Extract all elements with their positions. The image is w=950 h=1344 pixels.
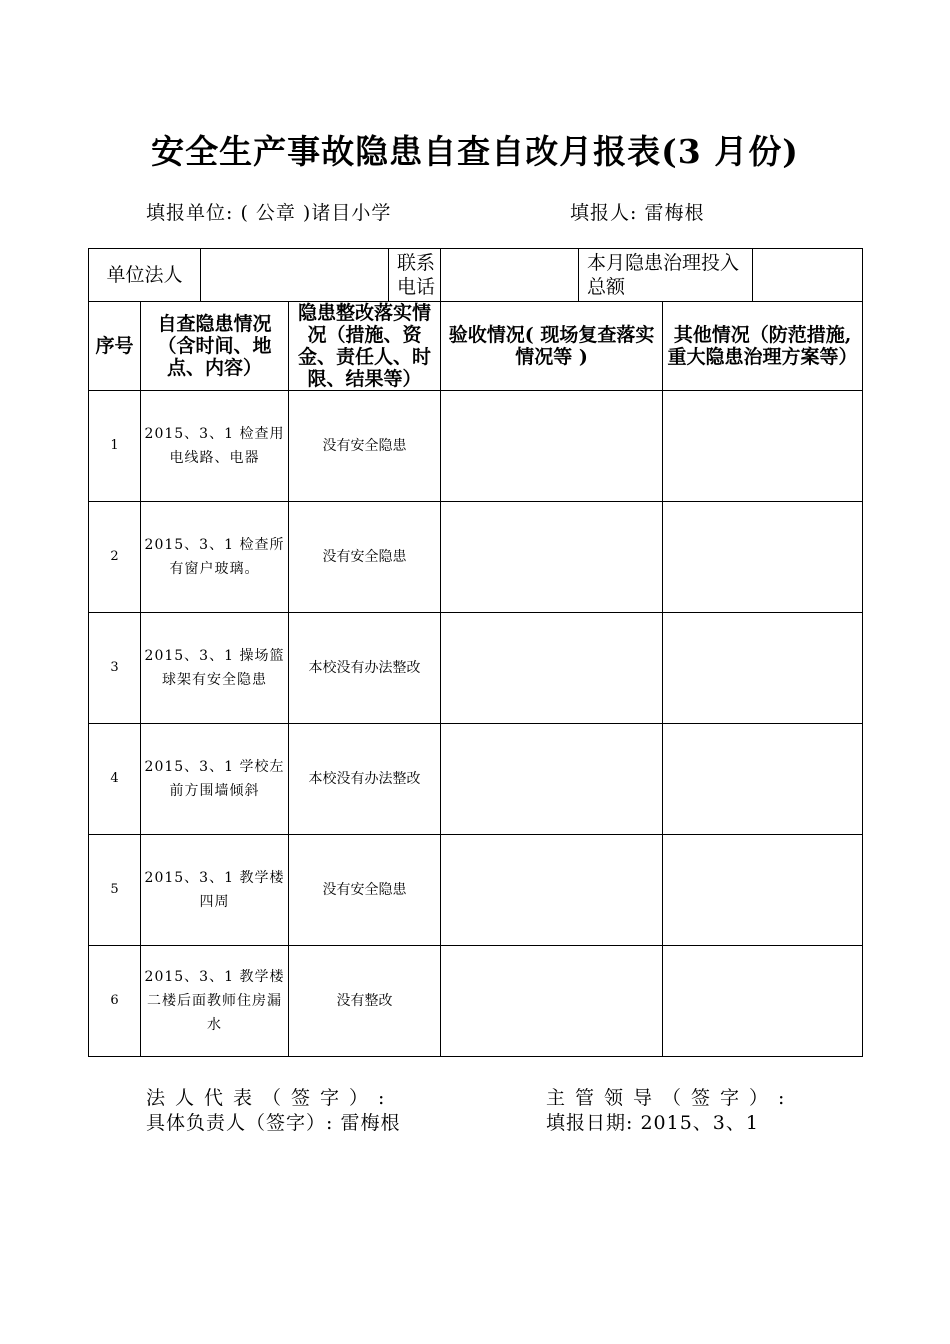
header-rectification: 隐患整改落实情况（措施、资金、责任人、时限、结果等） (289, 302, 441, 391)
table-row (89, 391, 863, 502)
row-index: 2 (89, 502, 141, 613)
row-self-check: 2015、3、1 操场篮球架有安全隐患 (141, 613, 289, 724)
row-rectification: 本校没有办法整改 (289, 724, 441, 835)
hazard-report-table (88, 248, 863, 1057)
row-self-check: 2015、3、1 检查所有窗户玻璃。 (141, 502, 289, 613)
row-self-check: 2015、3、1 学校左前方围墙倾斜 (141, 724, 289, 835)
header-other: 其他情况（防范措施,重大隐患治理方案等） (663, 302, 863, 391)
reporter-name: 填报人: 雷梅根 (570, 202, 705, 224)
investment-total-field[interactable] (753, 249, 863, 302)
row-self-check: 2015、3、1 检查用电线路、电器 (141, 391, 289, 502)
row-rectification: 没有安全隐患 (289, 391, 441, 502)
row-rectification: 没有安全隐患 (289, 835, 441, 946)
row-rectification: 没有整改 (289, 946, 441, 1057)
row-index: 5 (89, 835, 141, 946)
table-row (89, 613, 863, 724)
legal-representative-signature: 法人代表（签字）: (146, 1087, 395, 1109)
row-other[interactable] (663, 502, 863, 613)
row-other[interactable] (663, 946, 863, 1057)
contact-phone-label: 联系电话 (389, 249, 441, 302)
row-acceptance[interactable] (441, 391, 663, 502)
report-date: 填报日期: 2015、3、1 (546, 1112, 759, 1134)
row-index: 4 (89, 724, 141, 835)
row-acceptance[interactable] (441, 835, 663, 946)
row-rectification: 本校没有办法整改 (289, 613, 441, 724)
responsible-person-signature: 具体负责人（签字）: 雷梅根 (146, 1112, 401, 1134)
page-title: 安全生产事故隐患自查自改月报表(3 月份) (151, 132, 799, 171)
legal-person-label: 单位法人 (89, 249, 201, 302)
row-other[interactable] (663, 613, 863, 724)
row-acceptance[interactable] (441, 613, 663, 724)
header-index: 序号 (89, 302, 141, 391)
row-self-check: 2015、3、1 教学楼四周 (141, 835, 289, 946)
table-row (89, 835, 863, 946)
table-row (89, 502, 863, 613)
row-acceptance[interactable] (441, 724, 663, 835)
row-index: 1 (89, 391, 141, 502)
header-self-check: 自查隐患情况（含时间、地点、内容） (141, 302, 289, 391)
contact-phone-field[interactable] (441, 249, 579, 302)
row-other[interactable] (663, 835, 863, 946)
table-row (89, 724, 863, 835)
supervisor-signature: 主管领导（签字）: (546, 1087, 795, 1109)
row-index: 6 (89, 946, 141, 1057)
row-acceptance[interactable] (441, 946, 663, 1057)
row-rectification: 没有安全隐患 (289, 502, 441, 613)
table-row (89, 946, 863, 1057)
row-other[interactable] (663, 391, 863, 502)
reporting-unit: 填报单位: ( 公章 )诸目小学 (146, 202, 392, 224)
legal-person-field[interactable] (201, 249, 389, 302)
row-acceptance[interactable] (441, 502, 663, 613)
row-index: 3 (89, 613, 141, 724)
investment-total-label: 本月隐患治理投入总额 (579, 249, 753, 302)
row-self-check: 2015、3、1 教学楼二楼后面教师住房漏水 (141, 946, 289, 1057)
header-acceptance: 验收情况( 现场复查落实情况等 ) (441, 302, 663, 391)
header-row (89, 302, 863, 391)
row-other[interactable] (663, 724, 863, 835)
info-row (89, 249, 863, 302)
